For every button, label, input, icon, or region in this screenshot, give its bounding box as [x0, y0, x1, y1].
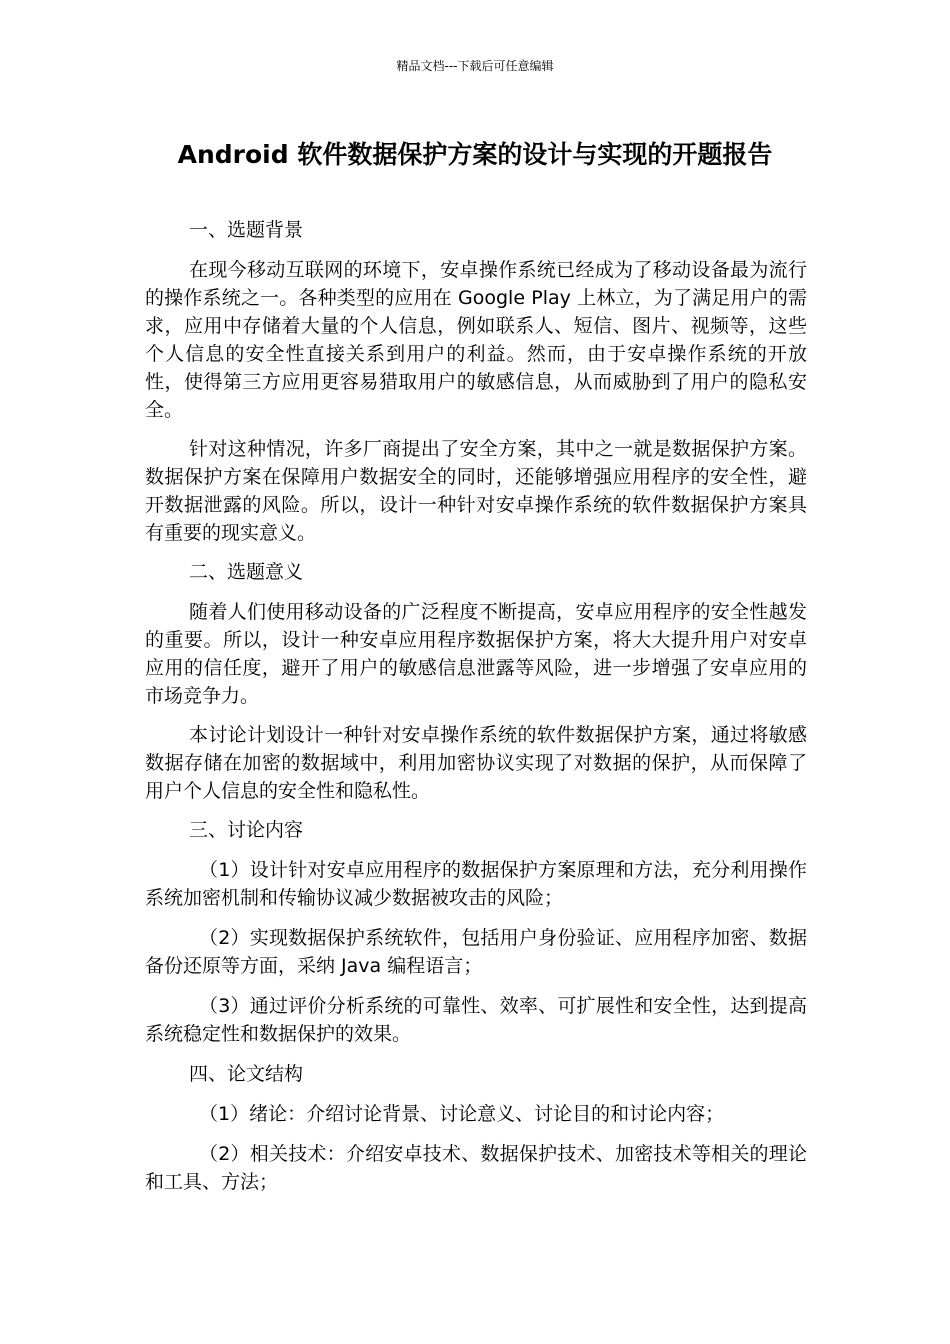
list-item-research-3: （3）通过评价分析系统的可靠性、效率、可扩展性和安全性，达到提高系统稳定性和数据保护的效果。: [145, 995, 807, 1045]
list-item-structure-2: （2）相关技术：介绍安卓技术、数据保护技术、加密技术等相关的理论和工具、方法；: [145, 1143, 807, 1193]
list-item-research-1: （1）设计针对安卓应用程序的数据保护方案原理和方法，充分利用操作系统加密机制和传输协议减少数据被攻击的风险；: [145, 859, 807, 909]
paragraph-background-2: 针对这种情况，许多厂商提出了安全方案，其中之一就是数据保护方案。数据保护方案在保障用户数据安全的同时，还能够增强应用程序的安全性，避开数据泄露的风险。所以，设计一种针对安卓操作系统的软件数据保护方案具有重要的现实意义。: [145, 438, 807, 544]
paragraph-background-1: 在现今移动互联网的环境下，安卓操作系统已经成为了移动设备最为流行的操作系统之一。各种类型的应用在 Google Play 上林立，为了满足用户的需求，应用中存储着大量的个人信息，例如联系人、短信、图片、视频等，这些个人信息的安全性直接关系到用户的利益。然而，由于安卓操作系统的开放性，使得第三方应用更容易猎取用户的敏感信息，从而威胁到了用户的隐私安全。: [145, 259, 807, 421]
list-item-structure-1: （1）绪论：介绍讨论背景、讨论意义、讨论目的和讨论内容；: [199, 1103, 725, 1125]
section-heading-research-content: 三、讨论内容: [189, 819, 304, 841]
section-heading-background: 一、选题背景: [189, 219, 304, 241]
paragraph-significance-2: 本讨论计划设计一种针对安卓操作系统的软件数据保护方案，通过将敏感数据存储在加密的数据域中，利用加密协议实现了对数据的保护，从而保障了用户个人信息的安全性和隐私性。: [145, 724, 807, 802]
page-header-note: 精品文档---下载后可任意编辑: [396, 59, 554, 73]
document-body: [145, 216, 807, 1208]
document-title: Android 软件数据保护方案的设计与实现的开题报告: [177, 140, 773, 169]
section-heading-thesis-structure: 四、论文结构: [189, 1063, 304, 1085]
section-heading-significance: 二、选题意义: [189, 561, 304, 583]
list-item-research-2: （2）实现数据保护系统软件，包括用户身份验证、应用程序加密、数据备份还原等方面，采纳 Java 编程语言；: [145, 927, 807, 977]
paragraph-significance-1: 随着人们使用移动设备的广泛程度不断提高，安卓应用程序的安全性越发的重要。所以，设计一种安卓应用程序数据保护方案，将大大提升用户对安卓应用的信任度，避开了用户的敏感信息泄露等风险，进一步增强了安卓应用的市场竞争力。: [145, 601, 807, 707]
